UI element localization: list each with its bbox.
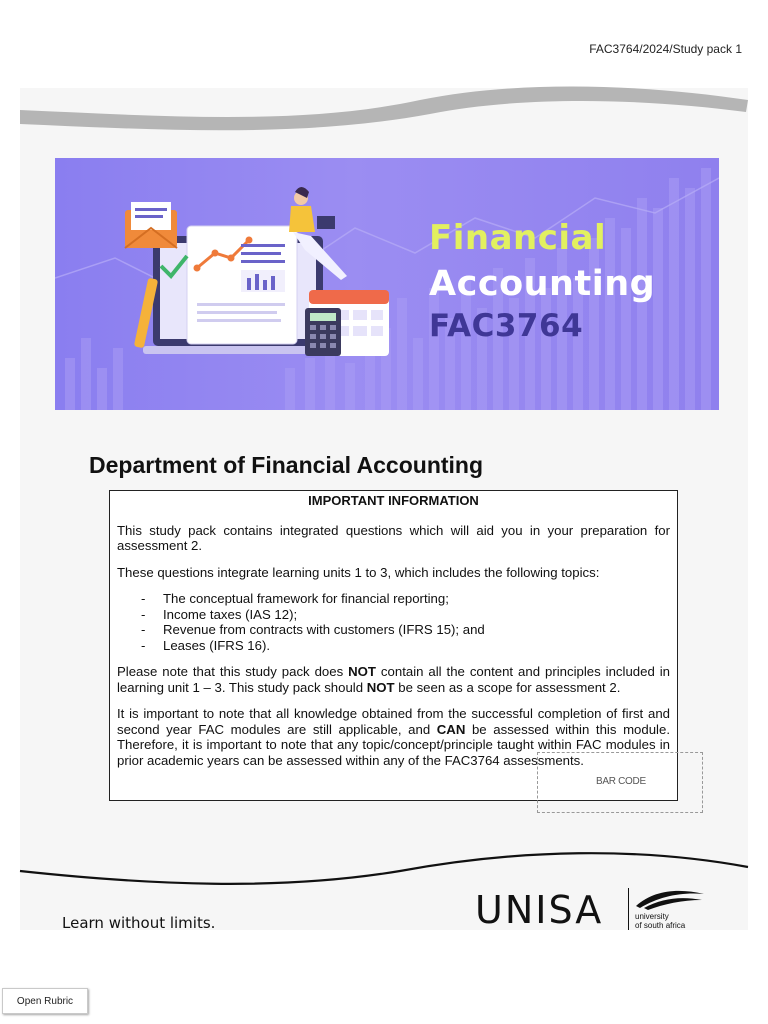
page-reference: FAC3764/2024/Study pack 1 [589,42,742,56]
open-rubric-button[interactable]: Open Rubric [2,988,88,1014]
info-heading: IMPORTANT INFORMATION [308,493,479,508]
course-banner [55,158,719,410]
info-paragraph-3: Please note that this study pack does NOT contain all the content and principles included in learning unit 1 – 3. This study pack should NOT be seen as a scope for assessment 2. [117,664,670,695]
unisa-logo-subtitle: university of south africa [635,912,686,930]
topic-list [141,591,670,653]
info-paragraph-4: It is important to note that all knowledge obtained from the successful completion of first and second year FAC modules are still applicable, and CAN be assessed within this module. Therefore, it is important to note that any topic/concept/principle taught within FAC modules in prior academic years can be assessed within any of the FAC3764 assessments. [117,706,670,768]
logo-divider [628,888,629,930]
tagline: Learn without limits. [62,914,216,932]
banner-title-accounting: Accounting [429,264,656,304]
top-wave-decoration [0,78,768,138]
department-title: Department of Financial Accounting [89,452,484,478]
banner-course-code: FAC3764 [429,308,584,344]
unisa-logo-mark-icon [634,886,706,910]
barcode-label: BAR CODE [596,776,646,787]
info-paragraph-2: These questions integrate learning units 1 to 3, which includes the following topics: [117,564,600,580]
list-item: - The conceptual framework for financial reporting; [141,591,449,606]
banner-title-financial: Financial [429,218,607,258]
info-paragraph-1: This study pack contains integrated questions which will aid you in your preparation for assessment 2. [117,522,670,553]
list-item: - Revenue from contracts with customers (IFRS 15); and [141,622,485,637]
list-item: - Leases (IFRS 16). [141,637,271,653]
unisa-logo-text: UNISA [475,888,604,932]
list-item: - Income taxes (IAS 12); [141,606,298,622]
barcode-placeholder [537,752,703,813]
